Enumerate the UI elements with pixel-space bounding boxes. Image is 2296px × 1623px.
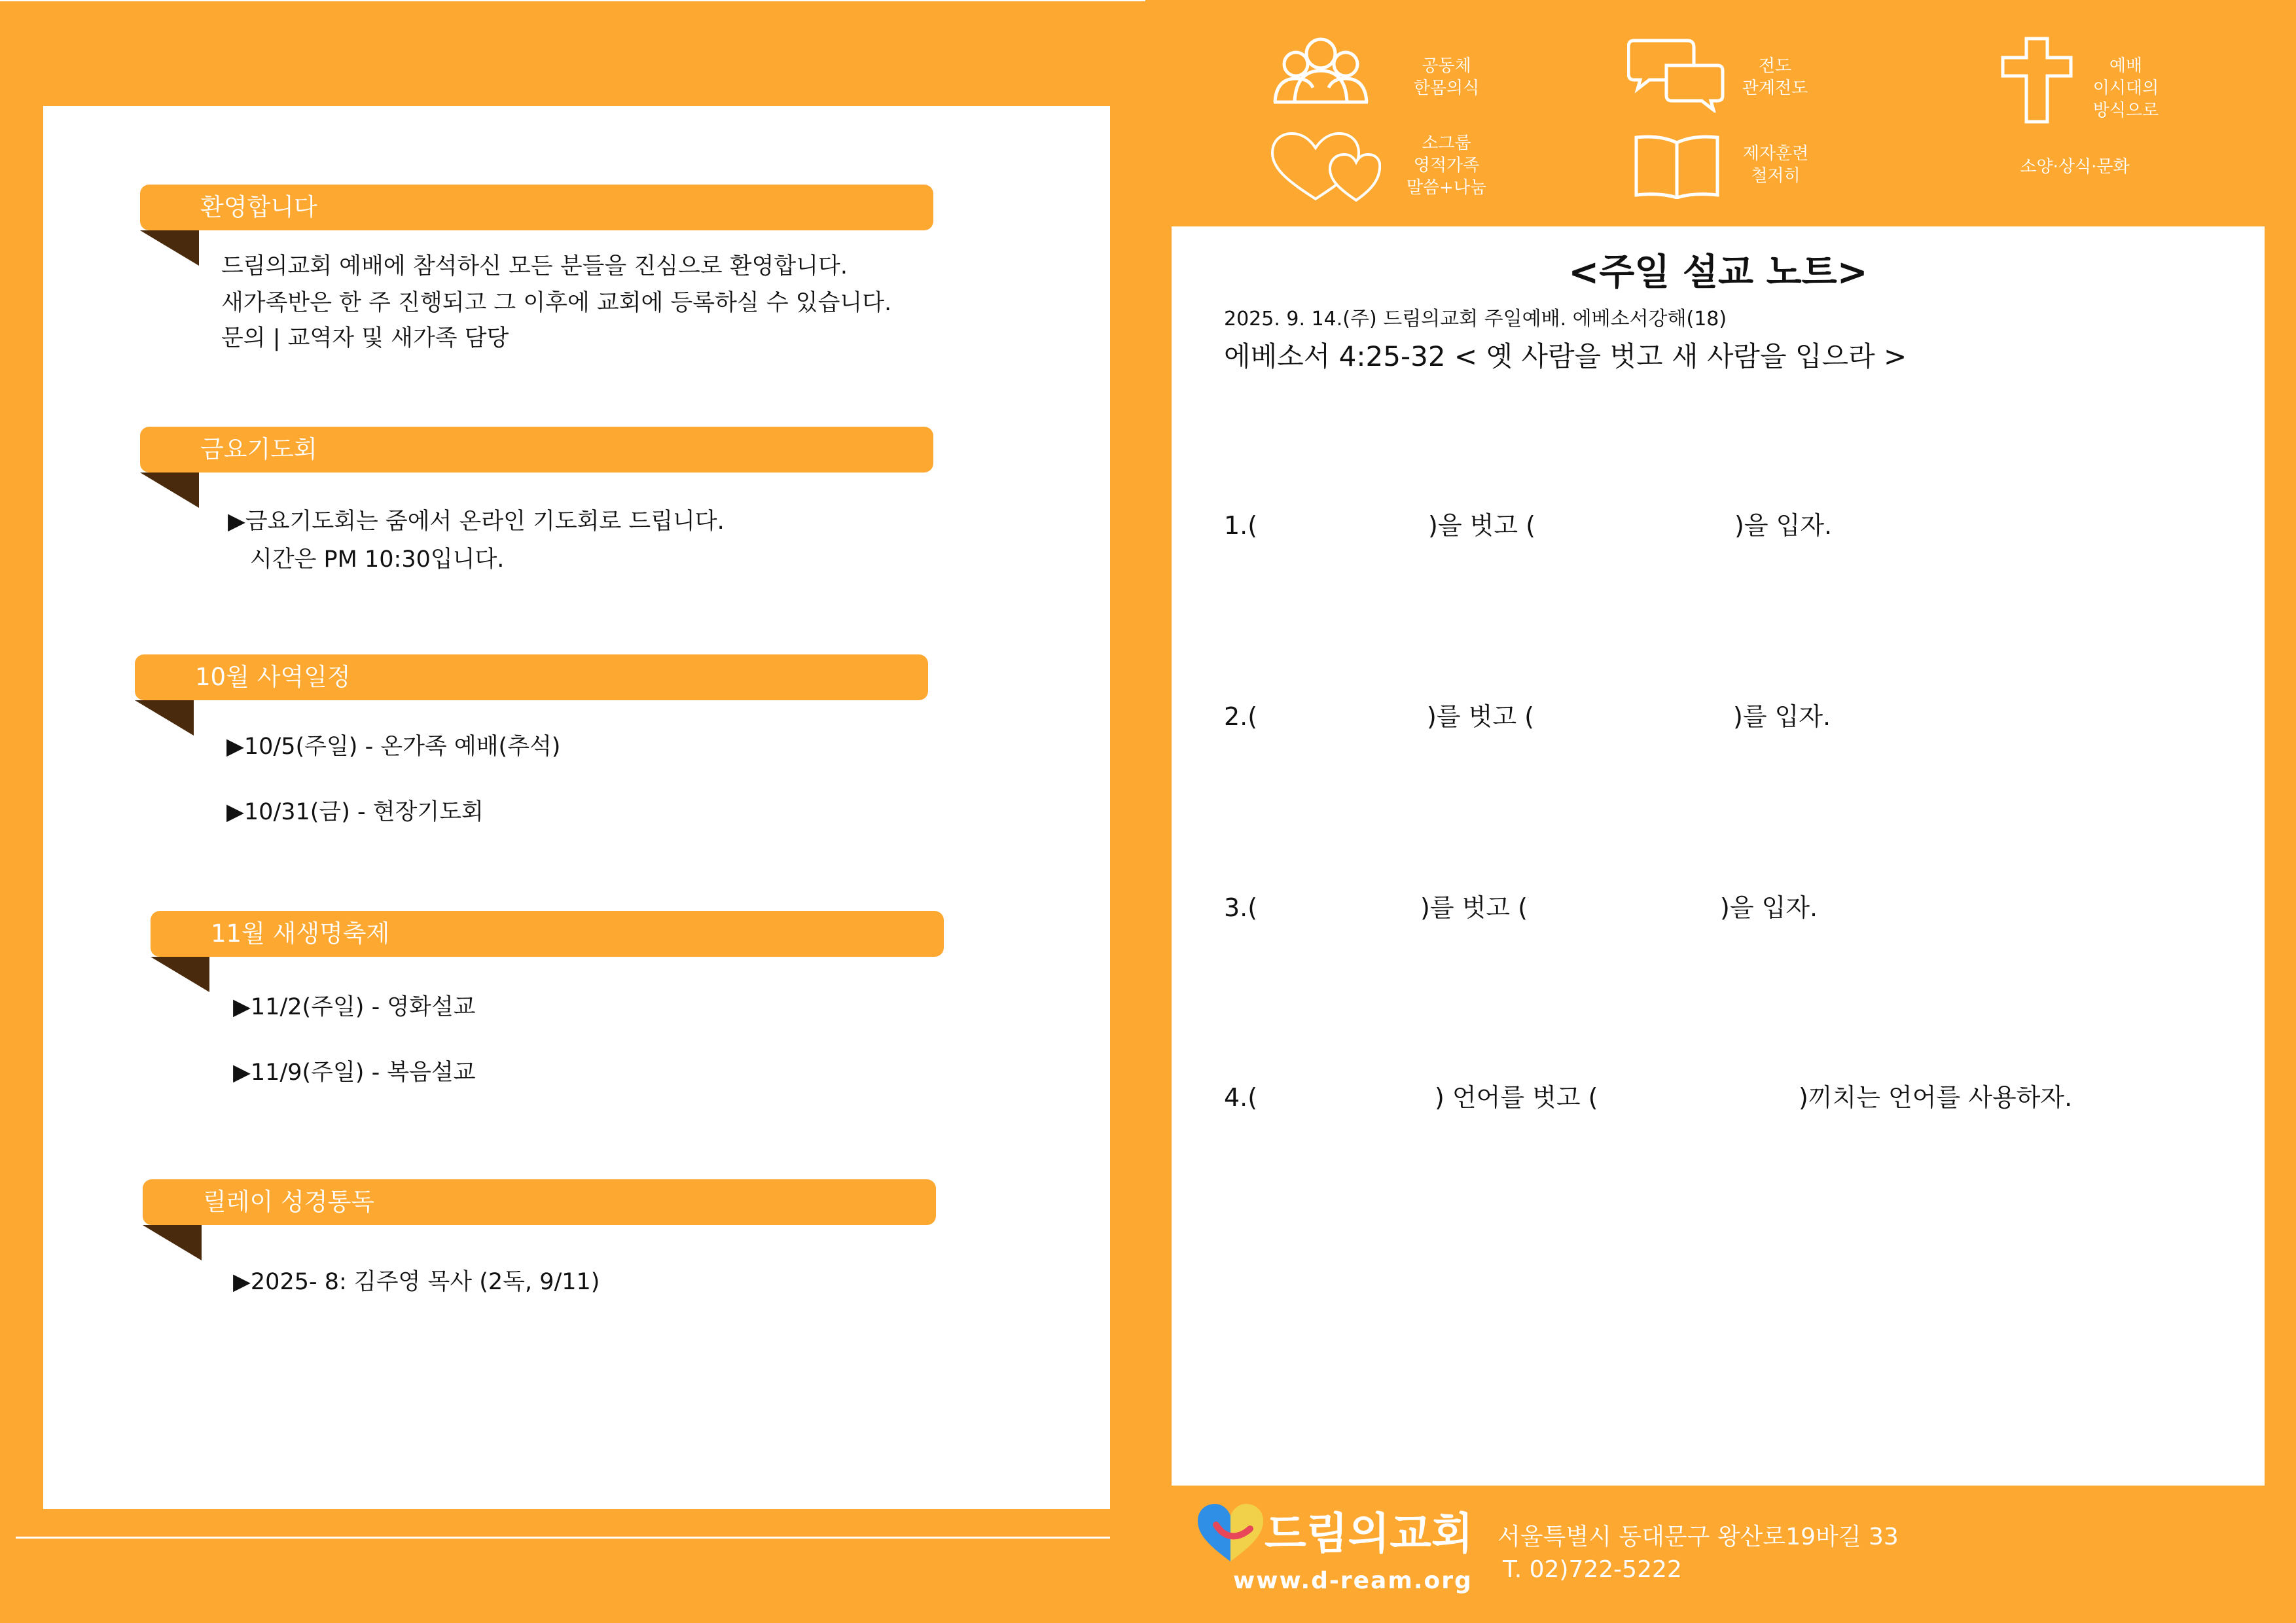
top-divider (0, 0, 1145, 1)
value-worship-style-caption: 소양·상식·문화 (2020, 157, 2130, 177)
october-line-1: ▶10/5(주일) - 온가족 예배(추석) (226, 734, 561, 760)
hearts-icon (1270, 131, 1381, 204)
note-item-1-end: )을 입자. (1734, 511, 1833, 540)
announcements-panel (43, 106, 1110, 1509)
welcome-line-3: 문의 | 교역자 및 새가족 담당 (221, 325, 509, 351)
ribbon-fold (151, 957, 209, 992)
sermon-note-title: <주일 설교 노트> (1568, 251, 1868, 294)
caption-line: 전도 (1758, 56, 1792, 76)
november-line-1: ▶11/2(주일) - 영화설교 (233, 994, 476, 1020)
note-item-1-number: 1.( (1224, 511, 1258, 540)
sermon-note-panel (1172, 226, 2265, 1486)
caption-line: 영적가족 (1413, 156, 1480, 175)
value-worship-caption (2087, 55, 2165, 122)
friday-line-2: 시간은 PM 10:30입니다. (250, 546, 505, 573)
church-logo-heart-icon (1196, 1503, 1265, 1563)
note-item-2-middle: )를 벗고 ( (1427, 702, 1534, 731)
ribbon-fold (140, 473, 199, 508)
note-item-4-end: )끼치는 언어를 사용하자. (1799, 1083, 2073, 1112)
november-line-2: ▶11/9(주일) - 복음설교 (233, 1060, 476, 1086)
section-title: 환영합니다 (200, 193, 317, 221)
welcome-line-1: 드림의교회 예배에 참석하신 모든 분들을 진심으로 환영합니다. (221, 253, 848, 279)
value-discipleship-caption (1733, 143, 1818, 187)
open-book-icon (1634, 134, 1720, 199)
ribbon-fold (143, 1225, 202, 1260)
caption-line: 공동체 (1422, 56, 1471, 76)
bottom-divider (16, 1537, 1110, 1539)
church-address: 서울특별시 동대문구 왕산로19바길 33 (1498, 1524, 1899, 1550)
section-title: 11월 새생명축제 (211, 919, 390, 948)
ribbon-fold (140, 230, 199, 266)
section-header-friday-prayer (140, 427, 933, 473)
church-name: 드림의교회 (1265, 1508, 1473, 1559)
section-header-welcome (140, 185, 933, 230)
cross-icon (2000, 37, 2073, 124)
church-website[interactable]: www.d-ream.org (1233, 1567, 1473, 1594)
church-phone: T. 02)722-5222 (1503, 1556, 1682, 1583)
note-item-2-end: )를 입자. (1733, 702, 1831, 731)
note-item-3-end: )을 입자. (1720, 893, 1818, 922)
caption-line: 제자훈련 (1742, 144, 1809, 164)
caption-line: 이시대의 (2092, 79, 2159, 98)
people-icon (1271, 37, 1371, 105)
note-item-1-middle: )을 벗고 ( (1428, 511, 1535, 540)
section-title: 릴레이 성경통독 (203, 1188, 374, 1216)
ribbon-fold (135, 700, 194, 736)
section-header-october-schedule (135, 654, 928, 700)
caption-line: 예배 (2109, 56, 2143, 76)
friday-line-1: ▶금요기도회는 줌에서 온라인 기도회로 드립니다. (228, 508, 725, 535)
note-item-3-middle: )를 벗고 ( (1420, 893, 1528, 922)
bible-reading-line-1: ▶2025- 8: 김주영 목사 (2독, 9/11) (233, 1269, 600, 1295)
section-header-new-life-festival (151, 911, 944, 957)
section-header-bible-reading (143, 1179, 936, 1225)
note-item-3-number: 3.( (1224, 893, 1258, 922)
section-title: 금요기도회 (200, 435, 317, 463)
sermon-passage: 에베소서 4:25-32 < 옛 사람을 벗고 새 사람을 입으라 > (1224, 340, 1907, 372)
speech-bubbles-icon (1627, 37, 1725, 113)
caption-line: 소그룹 (1422, 134, 1471, 153)
note-item-4-middle: ) 언어를 벗고 ( (1435, 1083, 1598, 1112)
note-item-4-number: 4.( (1224, 1083, 1258, 1112)
caption-line: 방식으로 (2092, 101, 2159, 120)
sermon-meta: 2025. 9. 14.(주) 드림의교회 주일예배. 에베소서강해(18) (1224, 308, 1727, 330)
caption-line: 한몸의식 (1413, 79, 1480, 98)
october-line-2: ▶10/31(금) - 현장기도회 (226, 799, 484, 825)
welcome-line-2: 새가족반은 한 주 진행되고 그 이후에 교회에 등록하실 수 있습니다. (221, 290, 892, 316)
value-evangelism-caption (1736, 55, 1814, 99)
caption-line: 관계전도 (1742, 79, 1808, 98)
caption-line: 철저히 (1751, 166, 1801, 186)
value-community-caption (1407, 55, 1486, 99)
value-small-group-caption (1401, 132, 1492, 199)
caption-line: 말씀+나눔 (1406, 178, 1487, 198)
note-item-2-number: 2.( (1224, 702, 1258, 731)
section-title: 10월 사역일정 (195, 663, 351, 691)
